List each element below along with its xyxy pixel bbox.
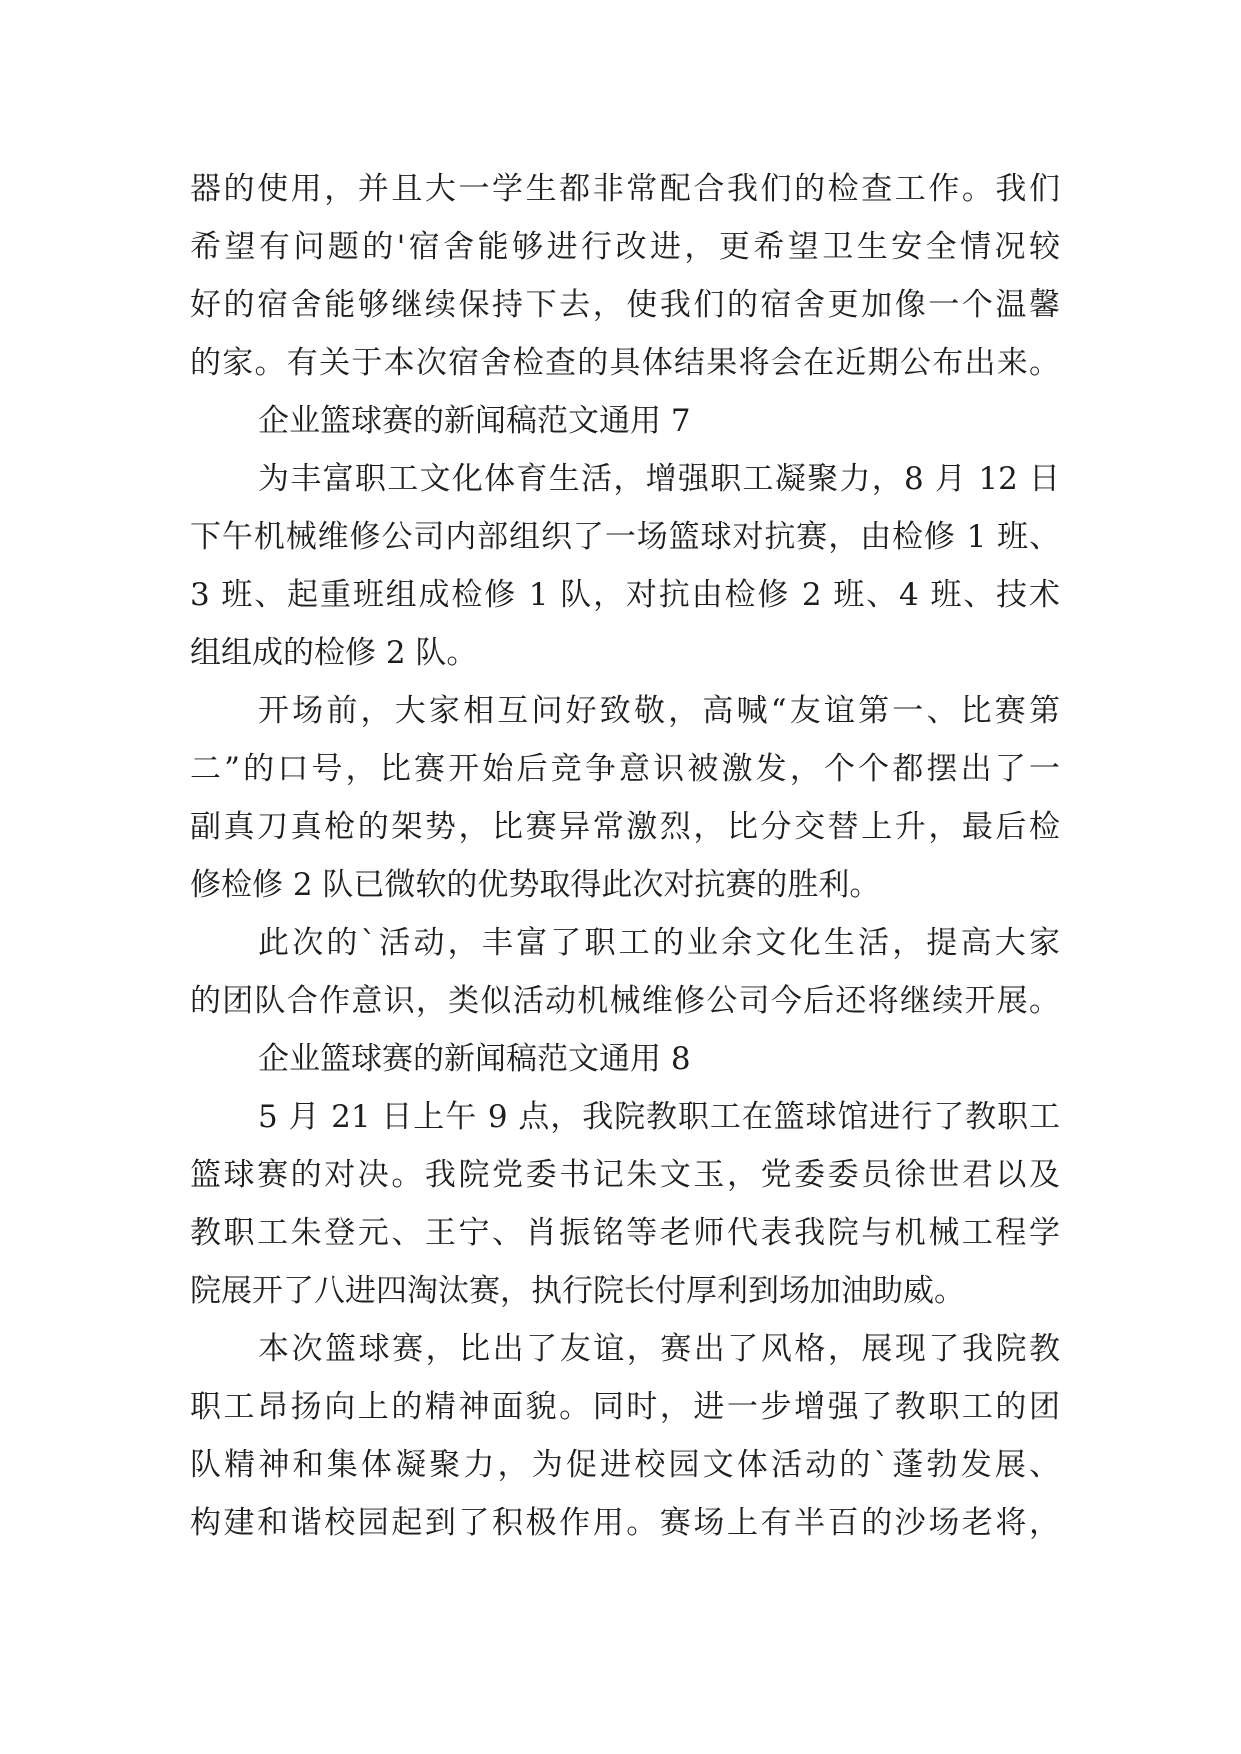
text-line: 此次的`活动，丰富了职工的业余文化生活，提高大家 (258, 925, 1060, 961)
text-line: 本次篮球赛，比出了友谊，赛出了风格，展现了我院教 (258, 1331, 1060, 1367)
text-line: 修检修 2 队已微软的优势取得此次对抗赛的胜利。 (190, 867, 881, 903)
text-line: 构建和谐校园起到了积极作用。赛场上有半百的沙场老将， (190, 1505, 1060, 1541)
text-line: 3 班、起重班组成检修 1 队，对抗由检修 2 班、4 班、技术 (190, 577, 1060, 613)
text-line: 开场前，大家相互问好致敬，高喊“友谊第一、比赛第 (258, 693, 1060, 729)
text-line: 好的宿舍能够继续保持下去，使我们的宿舍更加像一个温馨 (190, 287, 1060, 323)
text-line: 企业篮球赛的新闻稿范文通用 8 (258, 1041, 691, 1077)
text-line: 队精神和集体凝聚力，为促进校园文体活动的`蓬勃发展、 (190, 1447, 1060, 1483)
text-line: 希望有问题的'宿舍能够进行改进，更希望卫生安全情况较 (190, 229, 1060, 265)
text-line: 职工昂扬向上的精神面貌。同时，进一步增强了教职工的团 (190, 1389, 1060, 1425)
text-line: 下午机械维修公司内部组织了一场篮球对抗赛，由检修 1 班、 (190, 519, 1060, 555)
text-line: 器的使用，并且大一学生都非常配合我们的检查工作。我们 (190, 171, 1060, 207)
text-line: 篮球赛的对决。我院党委书记朱文玉，党委委员徐世君以及 (190, 1157, 1060, 1193)
text-line: 企业篮球赛的新闻稿范文通用 7 (258, 403, 691, 439)
text-line: 教职工朱登元、王宁、肖振铭等老师代表我院与机械工程学 (190, 1215, 1060, 1251)
text-line: 为丰富职工文化体育生活，增强职工凝聚力，8 月 12 日 (258, 461, 1060, 497)
text-line: 的团队合作意识，类似活动机械维修公司今后还将继续开展。 (190, 983, 1060, 1019)
text-line: 5 月 21 日上午 9 点，我院教职工在篮球馆进行了教职工 (258, 1099, 1060, 1135)
text-line: 副真刀真枪的架势，比赛异常激烈，比分交替上升，最后检 (190, 809, 1060, 845)
text-line: 院展开了八进四淘汰赛，执行院长付厚利到场加油助威。 (190, 1273, 965, 1309)
text-line: 的家。有关于本次宿舍检查的具体结果将会在近期公布出来。 (190, 345, 1060, 381)
document-body (190, 160, 1060, 1552)
text-line: 二”的口号，比赛开始后竞争意识被激发，个个都摆出了一 (190, 751, 1060, 787)
text-line: 组组成的检修 2 队。 (190, 635, 478, 671)
